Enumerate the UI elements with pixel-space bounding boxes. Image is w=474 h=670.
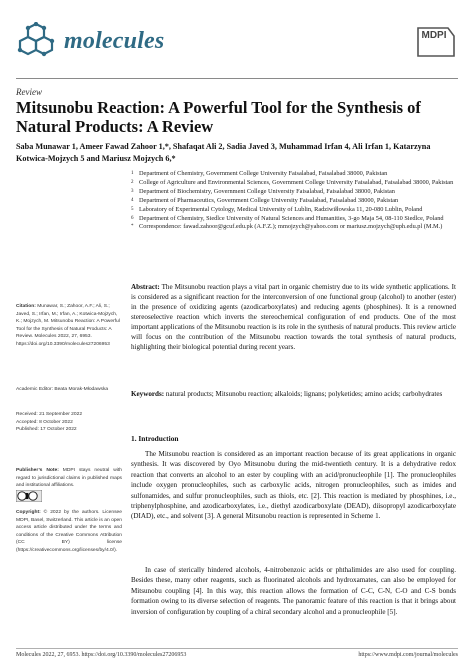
citation-text[interactable]: Munawar, S.; Zahoor, A.F.; Ali, S.; Javed, S.; Irfan, M.; Irfan, A.; Kotwica-Mojzych, K.; Mojzych, M. Mitsunobu Reaction: A Powerful Tool for the Synthesis of Natural Products: A Review. Molecules 2022, 27, 6953. https://doi.org/10.3390/molecules27206953 [16, 304, 120, 347]
intro-paragraph-1: The Mitsunobu reaction is considered as an important reaction because of its great applications in organic synthesis. It was discovered by Oyo Mitsunobu during the mid-twentieth century. It is a dehydrative redox reaction that converts an alcohol to an ester by coupling with an acid/pronucleophile [1]. The pronucleophiles include oxygen pronucleophiles, such as carboxylic acids, nitrogen pronucleophiles, such as imides and sulfonamides, and sulfur pronucleophiles, such as thiols, etc. [2]. This reaction is mediated by phosphines, i.e., triphenylphosphine, and azodicarboxylates, i.e., diethyl azodicarboxylate (DEAD), diisopropyl azodicarboxylate (DIAD), etc., and solvent [3]. A general Mitsunobu reaction is represented in Scheme 1. [131, 450, 456, 521]
mdpi-logo[interactable] [414, 26, 458, 58]
intro-paragraph-2: In case of sterically hindered alcohols, 4-nitrobenzoic acids or phthalimides are also used for coupling. Besides these, many other reagents, such as fluorinated alcohols and hydroxamates, can also be employed for Mitsunobu coupling [4]. In this way, this reaction allows the formation of C-C, C-N, C-O and C-S bonds formation owing to its diverse selection of reagents. The panoramic feature of this reaction is that it brings about inversion of configuration by coupling of a chiral secondary alcohol and a pronucleophile [5]. [131, 566, 456, 616]
affiliation-item: 2 College of Agriculture and Environmental Sciences, Government College University Faisalabad, Faisalabad 38000, Pakistan [131, 178, 454, 186]
affiliation-item: 5 Laboratory of Experimental Cytology, Medical University of Lublin, Radziwiłłowska 11, 20-080 Lublin, Poland [131, 205, 423, 213]
correspondence[interactable]: * Correspondence: fawad.zahoor@gcuf.edu.pk (A.F.Z.); mmojzych@yahoo.com or mariusz.mojzych@uph.edu.pl (M.M.) [131, 223, 443, 231]
abstract-label: Abstract: [131, 283, 160, 291]
affiliation-item: 3 Department of Biochemistry, Government College University Faisalabad, Faisalabad 38000, Pakistan [131, 187, 395, 195]
header-divider [16, 78, 458, 79]
keywords [131, 389, 456, 399]
affiliation-item: 1 Department of Chemistry, Government College University Faisalabad, Faisalabad 38000, Pakistan [131, 170, 388, 177]
cc-by-license-icon[interactable] [16, 490, 42, 502]
copyright-text: © 2022 by the authors. Licensee MDPI, Basel, Switzerland. This article is an open access article distributed under the terms and conditions of the Creative Commons Attribution (CC BY) license (https://creativecommons.org/licenses/by/4.0/). [16, 510, 122, 553]
publisher-name: MDPI [421, 30, 447, 41]
publisher-note-label: Publisher’s Note: [16, 468, 59, 473]
keywords-text: natural products; Mitsunobu reaction; alkaloids; lignans; polyketides; amino acids; carbohydrates [165, 390, 443, 398]
copyright-label: Copyright: [16, 510, 41, 515]
affiliation-item: 4 Department of Pharmaceutics, Government College University Faisalabad, Faisalabad 38000, Pakistan [131, 196, 399, 204]
keywords-label: Keywords: [131, 390, 165, 398]
author-list: Saba Munawar 1, Ameer Fawad Zahoor 1,*, Shafaqat Ali 2, Sadia Javed 3, Muhammad Irfan 4, Ali Irfan 1, Katarzyna Kotwica-Mojzych 5 and Mariusz Mojzych 6,* [16, 142, 431, 163]
footer-journal-url[interactable]: https://www.mdpi.com/journal/molecules [358, 652, 458, 658]
citation-block [16, 303, 122, 349]
journal-header [16, 22, 458, 68]
publisher-note-text: MDPI stays neutral with regard to jurisdictional claims in published maps and institutional affiliations. [16, 468, 122, 489]
journal-name: molecules [64, 28, 165, 54]
footer-divider [16, 648, 458, 649]
publisher-note [16, 467, 122, 490]
received-date: Received: 21 September 2022 [16, 412, 83, 417]
article-title: Mitsunobu Reaction: A Powerful Tool for the Synthesis of Natural Products: A Review [16, 98, 421, 136]
affiliation-item: 6 Department of Chemistry, Siedlce University of Natural Sciences and Humanities, 3-go Maja 54, 08-110 Siedlce, Poland [131, 214, 444, 222]
published-date: Published: 17 October 2022 [16, 427, 77, 433]
copyright-block [16, 509, 122, 555]
abstract [131, 282, 456, 352]
molecules-logo-icon [16, 22, 60, 62]
citation-label: Citation: [16, 304, 36, 309]
academic-editor: Academic Editor: Beata Morak-Młodawska [16, 387, 109, 392]
section-heading: 1. Introduction [131, 434, 179, 443]
footer-citation[interactable]: Molecules 2022, 27, 6953. https://doi.org/10.3390/molecules27206953 [16, 652, 187, 658]
article-dates [16, 411, 122, 434]
article-type: Review [16, 87, 42, 97]
accepted-date: Accepted: 8 October 2022 [16, 419, 73, 425]
affiliations [131, 170, 456, 232]
abstract-text: The Mitsunobu reaction plays a vital part in organic chemistry due to its wide synthetic applications. It is considered as a significant reaction for the interconversion of one functional group (alcohol) to another (ester) in the presence of oxidizing agents (azodicarboxylates) and reducing agents (phosphines). It is a renowned stereoselective reaction which inverts the stereochemical configuration of end products. One of the most important applications of the Mitsunobu reaction is its role in the synthesis of natural products. This review article will focus on the contribution of the Mitsunobu reaction towards the total synthesis of natural products, highlighting their biological potential during recent years. [131, 283, 456, 351]
